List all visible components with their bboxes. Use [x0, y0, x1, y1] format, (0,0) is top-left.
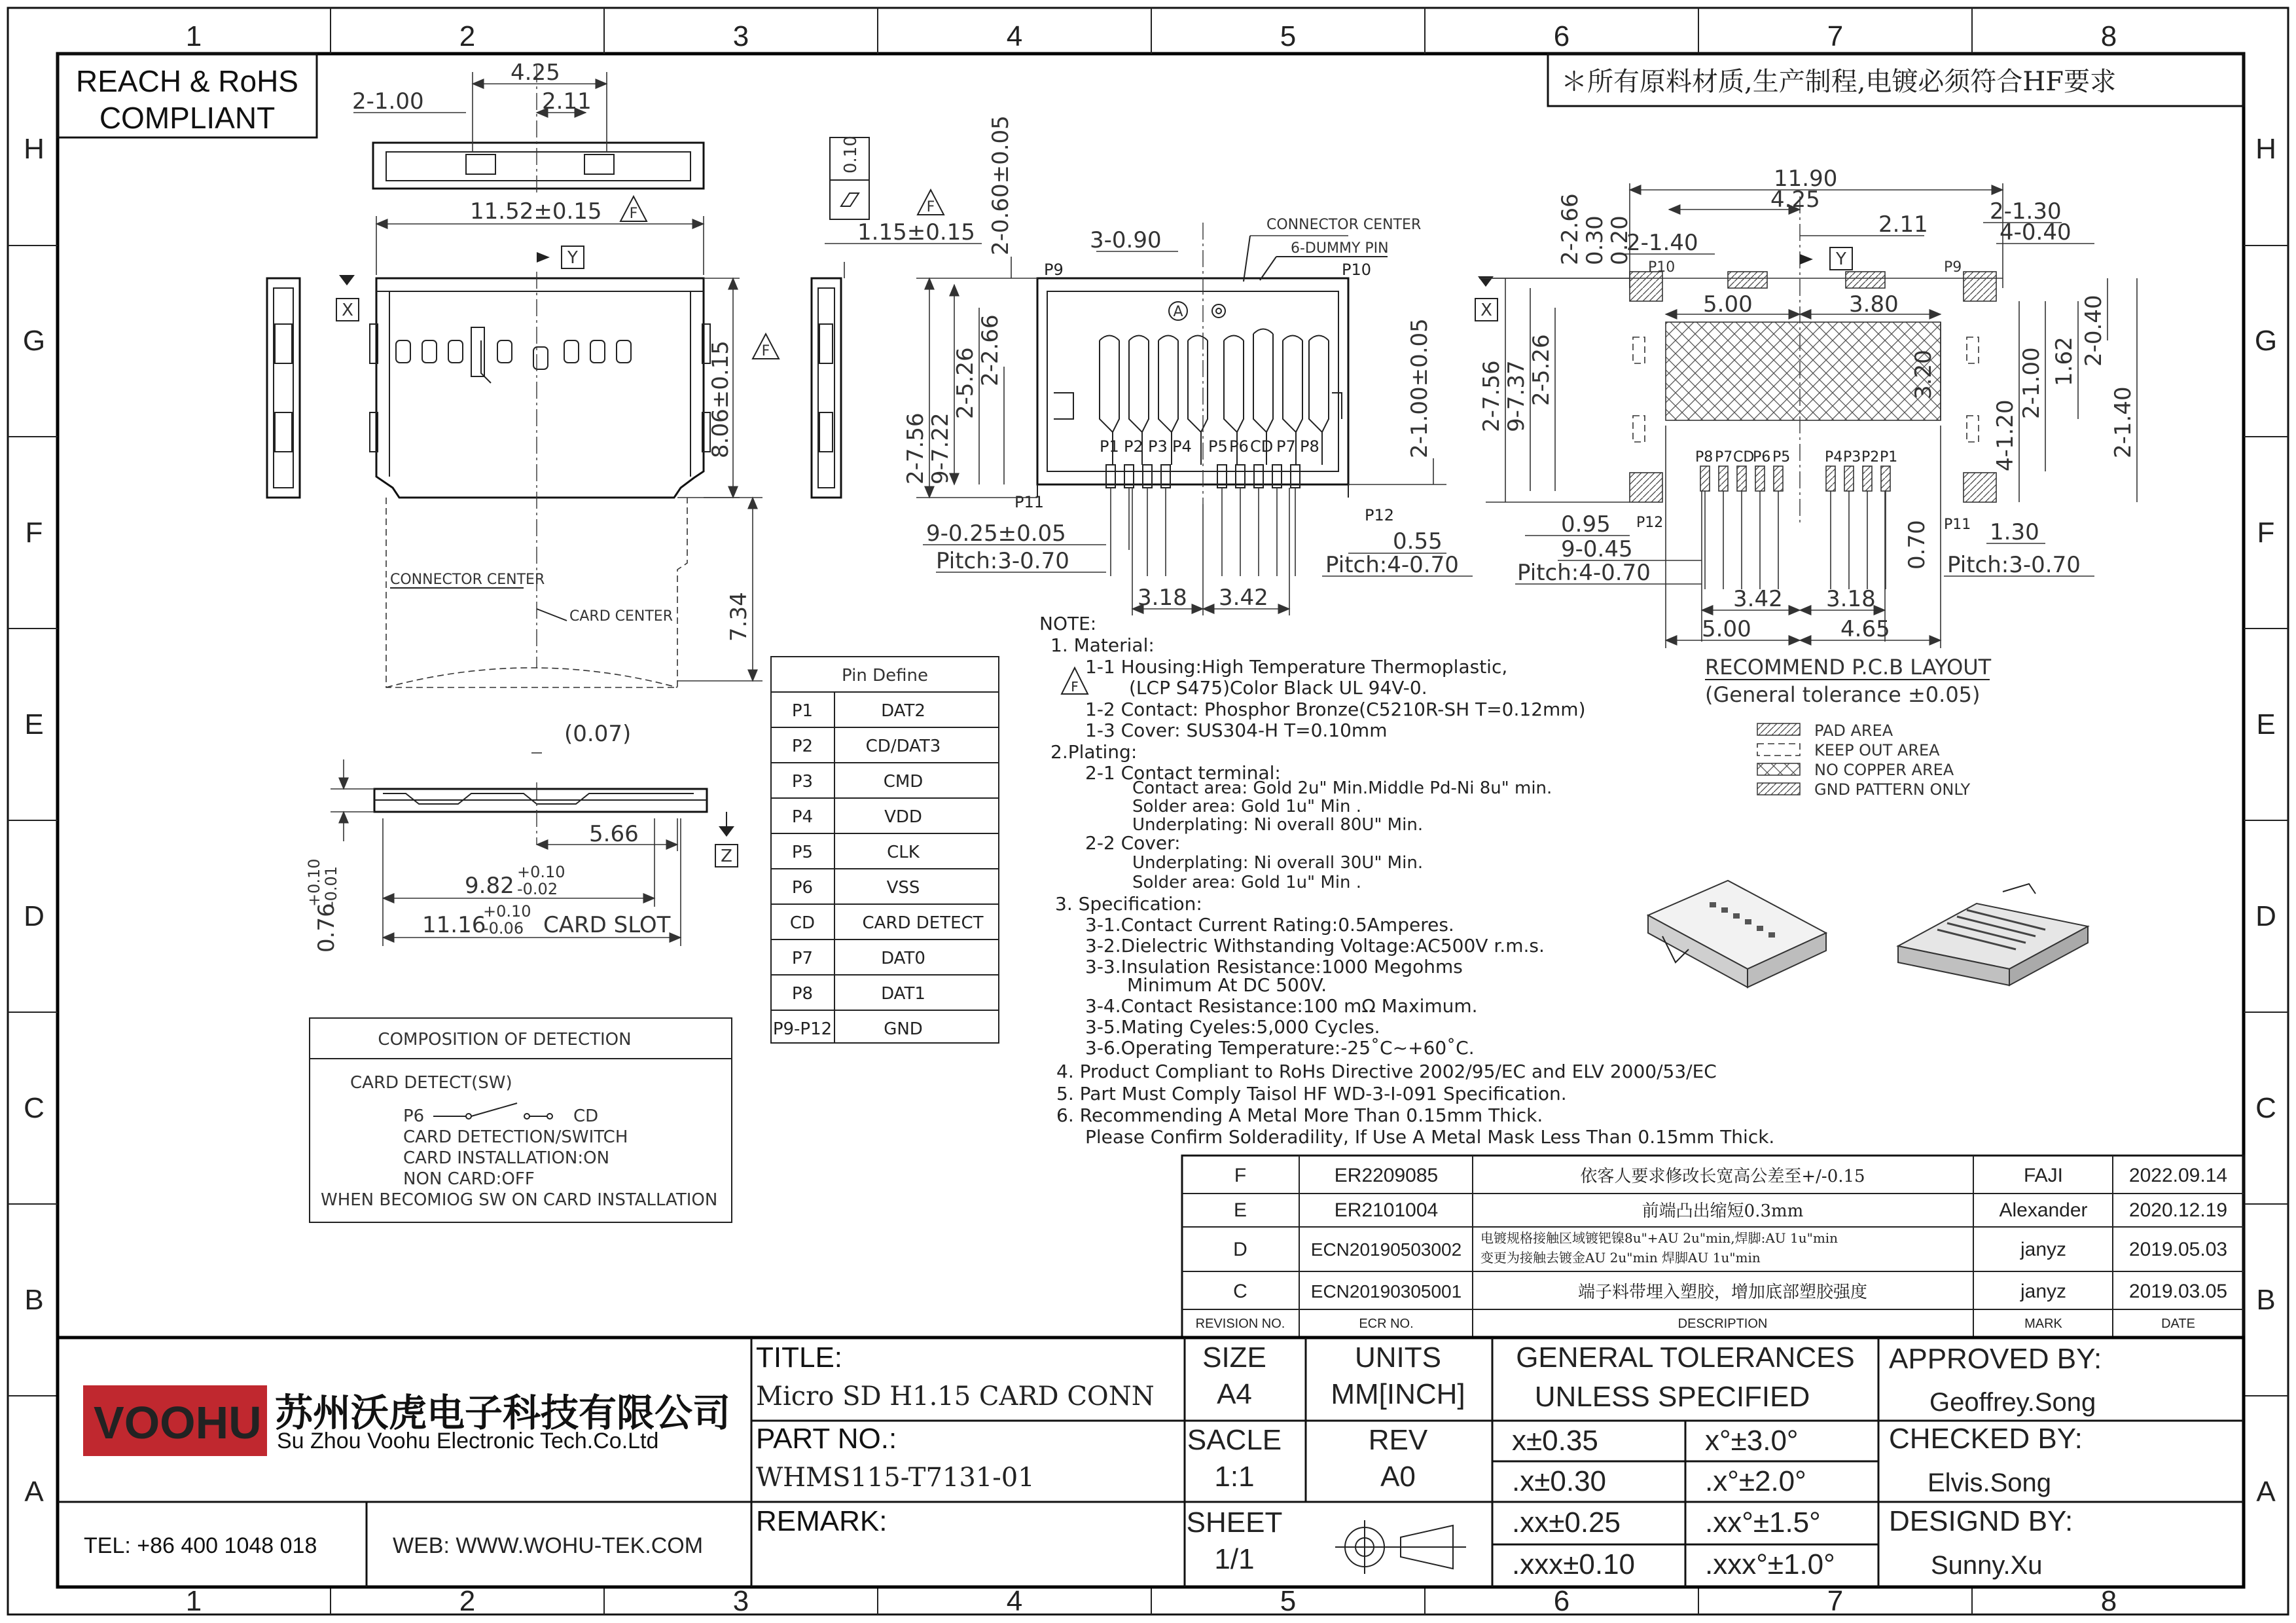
pcb-pin-p4: P4 — [1825, 449, 1843, 465]
dim-7-34: 7.34 — [726, 592, 752, 642]
dim-0-76-tol-up: +0.10 — [305, 858, 323, 907]
zone-col-3-bottom: 3 — [732, 1585, 749, 1617]
title-value: Micro SD H1.15 CARD CONN — [756, 1381, 1155, 1412]
compliance-box — [58, 54, 317, 137]
datum-x-pcb: X — [1480, 301, 1492, 320]
detection-line3: NON CARD:OFF — [403, 1169, 535, 1189]
sheet-label: SHEET — [1186, 1506, 1283, 1539]
dim-9-0-45: 9-0.45 — [1561, 536, 1633, 562]
dim-4-65: 4.65 — [1840, 616, 1890, 642]
zone-row-e-left: E — [24, 708, 44, 740]
zone-col-1-bottom: 1 — [185, 1585, 202, 1617]
rev-row-mark: janyz — [2020, 1239, 2067, 1260]
pcb-pin-p9: P9 — [1944, 259, 1962, 276]
detail-pin-p6: P6 — [1229, 437, 1249, 456]
zone-col-6-bottom: 6 — [1553, 1585, 1570, 1617]
company-web[interactable]: WEB: WWW.WOHU-TEK.COM — [393, 1533, 704, 1558]
rev-row-desc-2: 变更为接触去镀金AU 2u"min 焊脚AU 1u"min — [1480, 1250, 1761, 1266]
legend-keep-out: KEEP OUT AREA — [1814, 741, 1940, 759]
detail-pin-p4: P4 — [1172, 437, 1192, 456]
datum-x-top: X — [342, 301, 353, 320]
dim-9-82-tol-up: +0.10 — [517, 863, 565, 881]
legend-no-copper: NO COPPER AREA — [1814, 761, 1954, 779]
rev-mark-side: F — [926, 199, 935, 215]
tol-linear: .x±0.30 — [1512, 1465, 1607, 1497]
note-line: 3-2.Dielectric Withstanding Voltage:AC500V r.m.s. — [1085, 935, 1545, 957]
pin-row-func: CLK — [887, 843, 920, 862]
card-center-label: CARD CENTER — [569, 608, 673, 625]
pcb-pin-p3: P3 — [1843, 449, 1861, 465]
note-line: Contact area: Gold 2u" Min.Middle Pd-Ni 8u" min. — [1132, 778, 1552, 798]
logo-text: VOOHU — [94, 1397, 262, 1448]
zone-col-7-bottom: 7 — [1827, 1585, 1844, 1617]
note-line: 3-3.Insulation Resistance:1000 Megohms — [1085, 956, 1463, 977]
pin-row-pin: P1 — [791, 701, 814, 721]
dim-2-0-60: 2-0.60±0.05 — [988, 115, 1014, 255]
tol-angular: .xx°±1.5° — [1705, 1506, 1821, 1539]
rev-row-desc: 电镀规格接触区域镀钯镍8u"+AU 2u"min,焊脚:AU 1u"min — [1480, 1230, 1839, 1246]
dim-2-1-00-top: 2-1.00 — [352, 88, 424, 115]
dim-9-82: 9.82 — [465, 873, 514, 899]
pin-row-pin: P5 — [791, 843, 814, 862]
pin-row-pin: P3 — [791, 772, 814, 792]
dim-0-76: 0.76 — [314, 903, 340, 953]
dim-2-5-26-detail: 2-5.26 — [952, 347, 978, 419]
zone-row-h-left: H — [24, 133, 45, 165]
pin-row-func: CARD DETECT — [862, 913, 984, 933]
zone-col-4-bottom: 4 — [1006, 1585, 1023, 1617]
pin-row-pin: P2 — [791, 737, 814, 756]
projection-symbol-icon — [1335, 1520, 1466, 1574]
dim-0-20: 0.20 — [1607, 215, 1633, 265]
zone-col-1-top: 1 — [185, 20, 202, 52]
pin-row-func: GND — [884, 1019, 923, 1039]
rev-value: A0 — [1380, 1461, 1416, 1493]
zone-row-b-left: B — [24, 1284, 44, 1316]
note-line: 6. Recommending A Metal More Than 0.15mm Thick. — [1056, 1104, 1543, 1126]
detection-line1: CARD DETECTION/SWITCH — [403, 1127, 628, 1147]
rev-row-desc: 端子料带埋入塑胶，增加底部塑胶强度 — [1577, 1283, 1868, 1302]
zone-col-2-top: 2 — [459, 20, 476, 52]
rev-header-mark: MARK — [2024, 1317, 2062, 1331]
note-line: 3-6.Operating Temperature:-25˚C~+60˚C. — [1085, 1037, 1475, 1059]
dim-11-90: 11.90 — [1774, 166, 1838, 192]
detection-sw: CARD DETECT(SW) — [350, 1073, 512, 1093]
dim-3-18-detail: 3.18 — [1138, 585, 1187, 611]
dim-9-82-tol-dn: -0.02 — [517, 880, 558, 898]
zone-col-5-top: 5 — [1280, 20, 1297, 52]
company-tel: TEL: +86 400 1048 018 — [84, 1533, 317, 1558]
dim-0-76-tol-dn: -0.01 — [322, 866, 340, 907]
dim-9-7-37: 9-7.37 — [1503, 360, 1530, 432]
connector-center-detail: CONNECTOR CENTER — [1266, 217, 1422, 233]
pin-row-func: DAT1 — [881, 984, 925, 1004]
dim-2-2-66-pcb: 2-2.66 — [1557, 193, 1583, 265]
pcb-pin-p7: P7 — [1715, 449, 1733, 465]
dim-2-5-26-pcb: 2-5.26 — [1528, 334, 1554, 406]
zone-row-h-right: H — [2255, 133, 2276, 165]
rev-row-mark: Alexander — [1999, 1199, 2088, 1221]
tol-linear: x±0.35 — [1512, 1425, 1598, 1457]
zone-col-4-top: 4 — [1006, 20, 1023, 52]
dim-3-42-pcb: 3.42 — [1733, 586, 1783, 612]
datum-y-top: Y — [567, 248, 578, 268]
detail-pin-p7: P7 — [1276, 437, 1296, 456]
title-label: TITLE: — [756, 1341, 843, 1374]
tolerance-title-1: GENERAL TOLERANCES — [1516, 1341, 1855, 1374]
flatness-value: 0.10 — [841, 136, 861, 173]
zone-row-e-right: E — [2256, 708, 2276, 740]
top-view — [267, 60, 779, 953]
designed-value: Sunny.Xu — [1931, 1551, 2043, 1580]
dim-9-0-25: 9-0.25±0.05 — [926, 520, 1066, 547]
dim-0-95: 0.95 — [1561, 511, 1611, 538]
note-line: 5. Part Must Comply Taisol HF WD-3-I-091 Specification. — [1056, 1083, 1567, 1104]
pin-row-pin: P6 — [791, 878, 814, 898]
partno-value: WHMS115-T7131-01 — [756, 1463, 1035, 1493]
note-line: 2.Plating: — [1050, 741, 1138, 763]
zone-row-a-right: A — [2256, 1476, 2276, 1508]
rev-row-date: 2020.12.19 — [2128, 1199, 2228, 1221]
dim-11-16-tol-up: +0.10 — [483, 902, 531, 921]
pcb-layout-title: RECOMMEND P.C.B LAYOUT — [1705, 655, 1992, 680]
detail-pin-p9: P9 — [1044, 261, 1064, 279]
pcb-pin-p8: P8 — [1695, 449, 1713, 465]
dim-11-16: 11.16 — [422, 912, 486, 938]
dim-4-1-20: 4-1.20 — [1992, 399, 2018, 471]
zone-col-8-bottom: 8 — [2100, 1585, 2117, 1617]
detail-pin-p10: P10 — [1342, 261, 1372, 279]
pcb-pin-p2: P2 — [1861, 449, 1880, 465]
note-line: NOTE: — [1039, 613, 1097, 634]
rev-row-date: 2022.09.14 — [2128, 1165, 2228, 1186]
zone-row-c-right: C — [2255, 1092, 2276, 1124]
dim-2-1-00: 2-1.00±0.05 — [1407, 318, 1433, 458]
legend-gnd-pattern: GND PATTERN ONLY — [1814, 780, 1971, 799]
dim-0-07: (0.07) — [564, 721, 632, 747]
dim-0-30: 0.30 — [1582, 215, 1608, 265]
rev-header-date: DATE — [2161, 1317, 2195, 1331]
note-line: 1. Material: — [1050, 634, 1155, 656]
note-line: 1-3 Cover: SUS304-H T=0.10mm — [1085, 720, 1388, 741]
pin-row-pin: P4 — [791, 807, 814, 827]
note-line: Please Confirm Solderadility, If Use A Metal Mask Less Than 0.15mm Thick. — [1085, 1126, 1775, 1148]
note-line: Minimum At DC 500V. — [1127, 974, 1327, 996]
dim-0-70: 0.70 — [1904, 520, 1930, 570]
pin-row-pin: CD — [789, 913, 816, 933]
notes — [1039, 613, 1774, 1148]
zone-row-f-left: F — [25, 517, 43, 549]
dim-1-30: 1.30 — [1990, 519, 2039, 545]
detection-line2: CARD INSTALLATION:ON — [403, 1148, 610, 1168]
revision-table — [1182, 1156, 2244, 1338]
zone-col-3-top: 3 — [732, 20, 749, 52]
hf-note: ＊所有原料材质,生产制程,电镀必须符合HF要求 — [1561, 67, 2117, 97]
units-label: UNITS — [1355, 1341, 1441, 1374]
checked-value: Elvis.Song — [1928, 1468, 2051, 1497]
dim-5-00-top: 5.00 — [1703, 291, 1753, 318]
detail-pin-p5: P5 — [1208, 437, 1228, 456]
dim-4-0-40: 4-0.40 — [2000, 219, 2072, 246]
rev-row-mark: FAJI — [2023, 1165, 2064, 1186]
pin-row-func: DAT2 — [881, 701, 925, 721]
dim-8-06: 8.06±0.15 — [708, 340, 734, 458]
dim-3-18-pcb: 3.18 — [1826, 586, 1876, 612]
note-line: 3-5.Mating Cyeles:5,000 Cycles. — [1085, 1016, 1380, 1038]
product-3d-illustration-1 — [1648, 881, 1826, 987]
tol-linear: .xxx±0.10 — [1512, 1548, 1636, 1580]
rev-mark-height: F — [761, 343, 770, 359]
dim-5-66: 5.66 — [589, 821, 639, 847]
dim-2-1-30: 2-1.30 — [1990, 198, 2062, 225]
dim-2-11-pcb: 2.11 — [1878, 211, 1928, 238]
pcb-pin-p6: P6 — [1753, 449, 1771, 465]
zone-row-d-right: D — [2255, 900, 2276, 932]
pin-row-func: VDD — [884, 807, 922, 827]
scale-label: SACLE — [1187, 1424, 1282, 1456]
dim-3-0-90: 3-0.90 — [1090, 227, 1162, 253]
company-logo — [83, 1385, 267, 1456]
dim-11-52: 11.52±0.15 — [470, 198, 602, 225]
mark-a: A — [1173, 304, 1183, 320]
zone-col-7-top: 7 — [1827, 20, 1844, 52]
note-line: Underplating: Ni overall 80U" Min. — [1132, 815, 1424, 835]
pcb-pin-cd: CD — [1733, 449, 1755, 465]
dim-2-1-00-pcb: 2-1.00 — [2018, 347, 2045, 419]
note-line: 3-1.Contact Current Rating:0.5Amperes. — [1085, 914, 1454, 936]
pcb-pin-p1: P1 — [1880, 449, 1898, 465]
note-line: 2-1 Contact terminal: — [1085, 762, 1281, 784]
rev-row-mark: janyz — [2020, 1281, 2067, 1302]
pitch-3-detail: Pitch:3-0.70 — [936, 548, 1069, 574]
dim-2-2-66-detail: 2-2.66 — [977, 314, 1003, 386]
pitch-4-pcb: Pitch:4-0.70 — [1517, 560, 1651, 586]
pcb-pin-p11: P11 — [1944, 517, 1971, 533]
approved-label: APPROVED BY: — [1889, 1343, 2102, 1375]
dim-11-16-tol-dn: -0.06 — [483, 919, 524, 938]
dim-5-00-bottom: 5.00 — [1702, 616, 1751, 642]
detail-pin-p12: P12 — [1365, 506, 1395, 524]
approved-value: Geoffrey.Song — [1929, 1388, 2096, 1417]
note-line: Solder area: Gold 1u" Min . — [1132, 797, 1362, 816]
pin-row-func: VSS — [886, 878, 920, 898]
units-value: MM[INCH] — [1331, 1378, 1465, 1410]
company-name-en: Su Zhou Voohu Electronic Tech.Co.Ltd — [277, 1429, 659, 1453]
rev-mark-top: F — [629, 206, 638, 222]
rev-row-rev: E — [1233, 1199, 1247, 1221]
designed-label: DESIGND BY: — [1889, 1505, 2073, 1537]
rev-row-rev: F — [1234, 1165, 1247, 1186]
pitch-3-pcb: Pitch:3-0.70 — [1947, 552, 2081, 578]
pin-row-func: CD/DAT3 — [865, 737, 941, 756]
rev-header-desc: DESCRIPTION — [1677, 1317, 1768, 1331]
tol-linear: .xx±0.25 — [1512, 1506, 1621, 1539]
title-block — [58, 1338, 2244, 1587]
rev-row-ecr: ER2209085 — [1334, 1165, 1439, 1186]
pin-row-pin: P7 — [791, 949, 814, 968]
pin-row-func: CMD — [883, 772, 924, 792]
note-line: Underplating: Ni overall 30U" Min. — [1132, 853, 1424, 873]
pin-row-pin: P8 — [791, 984, 814, 1004]
detection-line4: WHEN BECOMIOG SW ON CARD INSTALLATION — [321, 1190, 718, 1210]
dim-1-15: 1.15±0.15 — [857, 219, 975, 246]
pcb-layout-subtitle: (General tolerance ±0.05) — [1705, 682, 1981, 707]
rev-row-desc: 依客人要求修改长宽高公差至+/-0.15 — [1580, 1167, 1865, 1186]
pin-row-pin: P9-P12 — [772, 1019, 833, 1039]
dim-2-7-56-pcb: 2-7.56 — [1479, 360, 1505, 432]
tol-angular: .x°±2.0° — [1705, 1465, 1806, 1497]
zone-row-g-left: G — [22, 325, 46, 357]
detail-pin-cd: CD — [1250, 437, 1274, 456]
dim-4-25-top: 4.25 — [511, 60, 560, 86]
pcb-pin-p5: P5 — [1772, 449, 1791, 465]
dim-2-0-40: 2-0.40 — [2081, 295, 2107, 367]
note-line: 1-1 Housing:High Temperature Thermoplastic, — [1085, 656, 1508, 678]
pitch-4-detail: Pitch:4-0.70 — [1325, 552, 1459, 578]
detail-pin-p2: P2 — [1124, 437, 1143, 456]
zone-row-d-left: D — [24, 900, 45, 932]
dim-2-7-56-detail: 2-7.56 — [903, 412, 929, 484]
tol-angular: .xxx°±1.0° — [1705, 1548, 1835, 1580]
dim-3-80: 3.80 — [1849, 291, 1899, 318]
pin-define-title: Pin Define — [842, 666, 928, 685]
scale-value: 1:1 — [1214, 1461, 1255, 1493]
note-line: 4. Product Compliant to RoHs Directive 2002/95/EC and ELV 2000/53/EC — [1056, 1061, 1717, 1082]
detail-pin-p3: P3 — [1148, 437, 1168, 456]
note-line: 1-2 Contact: Phosphor Bronze(C5210R-SH T=0.12mm) — [1085, 699, 1586, 720]
dim-2-11-top: 2.11 — [542, 88, 592, 115]
zone-col-8-top: 8 — [2100, 20, 2117, 52]
detail-pin-p11: P11 — [1014, 493, 1045, 511]
tol-angular: x°±3.0° — [1705, 1425, 1799, 1457]
rev-row-rev: C — [1233, 1281, 1247, 1302]
rev-mark-notes: F — [1071, 679, 1079, 695]
datum-z: Z — [721, 847, 732, 866]
zone-row-f-right: F — [2257, 517, 2275, 549]
rev-row-date: 2019.05.03 — [2128, 1239, 2228, 1260]
zone-col-2-bottom: 2 — [459, 1585, 476, 1617]
detail-pin-p1: P1 — [1100, 437, 1119, 456]
detail-pin-p8: P8 — [1300, 437, 1319, 456]
detection-box — [310, 1018, 732, 1222]
dim-3-20: 3.20 — [1910, 350, 1937, 399]
zone-col-5-bottom: 5 — [1280, 1585, 1297, 1617]
rev-row-ecr: ECN20190503002 — [1310, 1239, 1462, 1260]
dim-9-7-22: 9-7.22 — [927, 412, 954, 484]
note-line: Solder area: Gold 1u" Min . — [1132, 873, 1362, 892]
note-line: (LCP S475)Color Black UL 94V-0. — [1129, 677, 1427, 699]
detection-title: COMPOSITION OF DETECTION — [378, 1030, 632, 1049]
rev-row-ecr: ECN20190305001 — [1310, 1281, 1462, 1302]
rev-header-rev: REVISION NO. — [1195, 1317, 1285, 1331]
tolerance-title-2: UNLESS SPECIFIED — [1534, 1381, 1810, 1413]
size-value: A4 — [1217, 1378, 1252, 1410]
detection-cd: CD — [573, 1106, 599, 1126]
dim-4-25-pcb: 4.25 — [1770, 187, 1820, 213]
remark-label: REMARK: — [756, 1505, 888, 1537]
dim-2-1-40-right: 2-1.40 — [2110, 386, 2136, 458]
zone-row-c-left: C — [24, 1092, 45, 1124]
side-view — [812, 136, 982, 498]
legend-pad-area: PAD AREA — [1814, 721, 1893, 740]
rev-row-ecr: ER2101004 — [1334, 1199, 1439, 1221]
checked-label: CHECKED BY: — [1889, 1423, 2083, 1455]
rev-row-rev: D — [1233, 1239, 1247, 1260]
dim-3-42-detail: 3.42 — [1219, 585, 1268, 611]
pin-row-func: DAT0 — [881, 949, 925, 968]
detail-view — [903, 115, 1473, 615]
size-label: SIZE — [1202, 1341, 1266, 1374]
partno-label: PART NO.: — [756, 1423, 897, 1455]
dim-2-1-40-top: 2-1.40 — [1626, 230, 1698, 256]
zone-row-b-right: B — [2256, 1284, 2276, 1316]
detection-p6: P6 — [403, 1106, 425, 1126]
rev-row-date: 2019.03.05 — [2128, 1281, 2228, 1302]
pcb-pin-p10: P10 — [1648, 259, 1676, 276]
product-3d-illustration-2 — [1898, 884, 2088, 985]
zone-col-6-top: 6 — [1553, 20, 1570, 52]
note-line: 2-2 Cover: — [1085, 832, 1181, 854]
compliance-line1: REACH & RoHS — [76, 64, 298, 98]
connector-center-label: CONNECTOR CENTER — [390, 572, 545, 588]
note-line: 3-4.Contact Resistance:100 mΩ Maximum. — [1085, 995, 1478, 1017]
pcb-pin-p12: P12 — [1636, 515, 1664, 531]
datum-y-pcb: Y — [1836, 249, 1846, 269]
company-name-cn: 苏州沃虎电子科技有限公司 — [275, 1392, 731, 1434]
hf-note-box — [1548, 54, 2244, 106]
rev-label: REV — [1368, 1424, 1428, 1456]
zone-row-g-right: G — [2254, 325, 2278, 357]
card-slot-label: CARD SLOT — [543, 912, 671, 938]
dim-1-62: 1.62 — [2051, 337, 2077, 386]
zone-row-a-left: A — [24, 1476, 44, 1508]
rev-header-ecr: ECR NO. — [1359, 1317, 1414, 1331]
sheet-value: 1/1 — [1214, 1543, 1255, 1575]
dummy-pin-label: 6-DUMMY PIN — [1291, 240, 1389, 257]
compliance-line2: COMPLIANT — [99, 101, 276, 135]
rev-row-desc: 前端凸出缩短0.3mm — [1641, 1201, 1804, 1221]
dim-0-55: 0.55 — [1393, 528, 1443, 555]
note-line: 3. Specification: — [1055, 893, 1202, 915]
pin-define-table — [771, 657, 999, 1043]
